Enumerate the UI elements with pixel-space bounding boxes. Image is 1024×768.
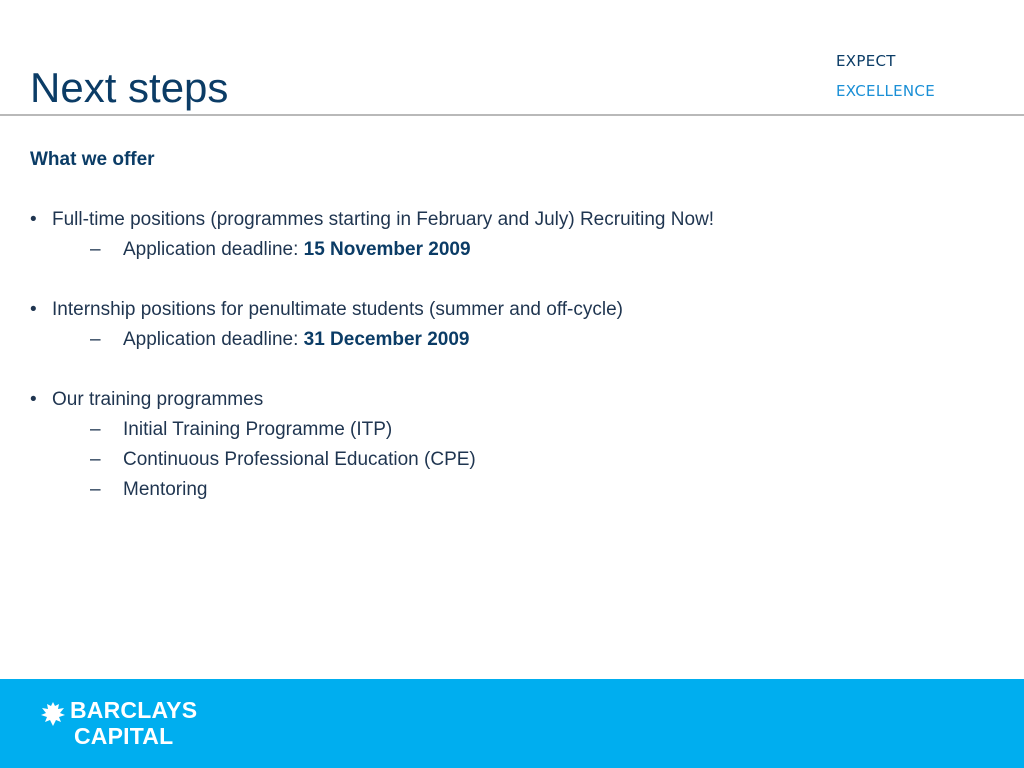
sub-text: Mentoring (123, 479, 208, 500)
slide-content (30, 145, 990, 505)
sub-marker: – (90, 419, 101, 440)
sub-text: Initial Training Programme (ITP) (123, 419, 393, 440)
sub-deadline-fulltime (30, 235, 990, 265)
logo-wordmark (70, 697, 197, 749)
deadline-date: 15 November 2009 (303, 239, 471, 260)
barclays-capital-logo (40, 697, 197, 749)
sub-marker: – (90, 479, 101, 500)
sub-item-itp (30, 415, 990, 445)
sub-marker: – (90, 329, 101, 350)
bullet-text: Full-time positions (programmes starting in February and July) Recruiting Now! (52, 209, 715, 230)
logo-line-capital: CAPITAL (74, 723, 174, 749)
bullet-internship (30, 295, 990, 325)
deadline-label: Application deadline: (123, 239, 304, 260)
sub-marker: – (90, 239, 101, 260)
sub-item-cpe (30, 445, 990, 475)
eagle-icon (40, 700, 66, 728)
tagline-excellence: EXCELLENCE (836, 82, 935, 100)
bullet-marker: • (30, 389, 37, 410)
tagline (836, 46, 935, 106)
sub-text: Continuous Professional Education (CPE) (123, 449, 476, 470)
bullet-marker: • (30, 299, 37, 320)
deadline-date: 31 December 2009 (303, 329, 470, 350)
sub-item-mentoring (30, 475, 990, 505)
logo-line-barclays: BARCLAYS (70, 697, 198, 723)
spacer (30, 265, 990, 295)
bullet-fulltime (30, 205, 990, 235)
bullet-training (30, 385, 990, 415)
spacer (30, 175, 990, 205)
sub-marker: – (90, 449, 101, 470)
page-title: Next steps (30, 64, 229, 111)
section-subheading: What we offer (30, 149, 155, 170)
deadline-label: Application deadline: (123, 329, 304, 350)
sub-text (123, 235, 471, 265)
bullet-text: Our training programmes (52, 389, 264, 410)
bullet-marker: • (30, 209, 37, 230)
bullet-text: Internship positions for penultimate students (summer and off-cycle) (52, 299, 623, 320)
sub-text (123, 325, 469, 355)
tagline-expect: EXPECT (836, 52, 896, 70)
spacer (30, 355, 990, 385)
footer-bar (0, 679, 1024, 768)
header-divider (0, 114, 1024, 116)
sub-deadline-internship (30, 325, 990, 355)
